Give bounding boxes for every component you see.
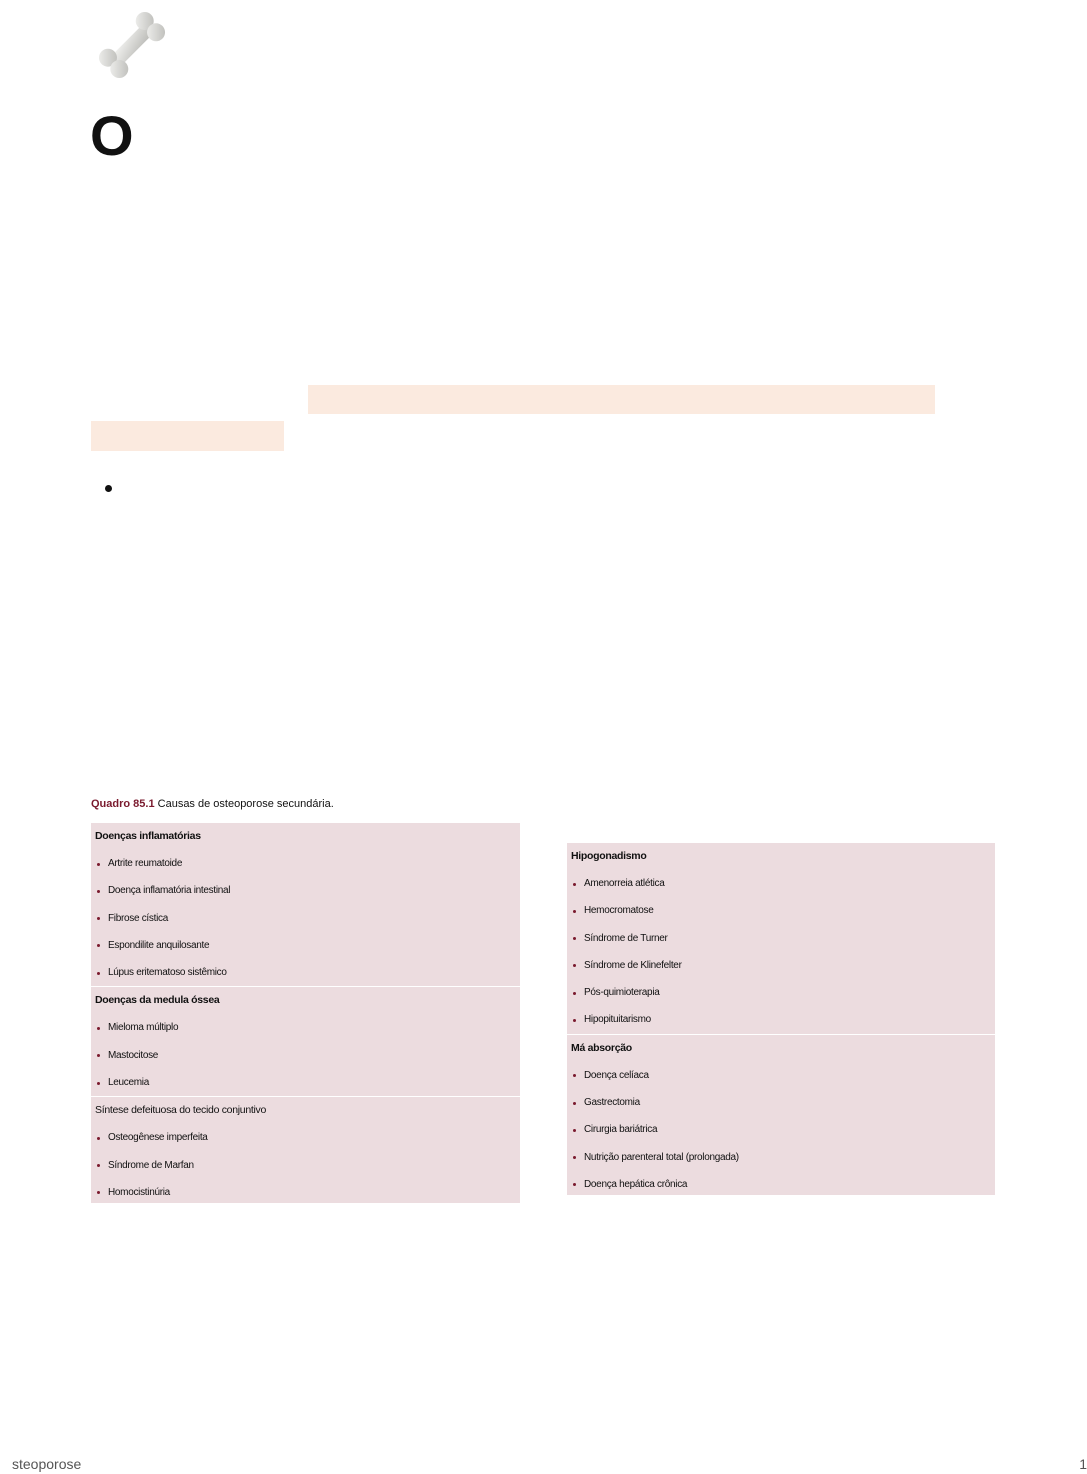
- table-group: [91, 987, 520, 1097]
- list-item: Osteogênese imperfeita: [91, 1124, 520, 1151]
- list-item: Amenorreia atlética: [567, 870, 995, 897]
- list-item: Síndrome de Klinefelter: [567, 952, 995, 979]
- list-item: Mastocitose: [91, 1042, 520, 1069]
- footer-page-number: 1: [1079, 1456, 1087, 1472]
- list-item: Gastrectomia: [567, 1089, 995, 1116]
- list-item: Hipopituitarismo: [567, 1006, 995, 1033]
- list-item: Fibrose cística: [91, 905, 520, 932]
- group-header: Doenças inflamatórias: [95, 830, 201, 842]
- list-item: Pós-quimioterapia: [567, 979, 995, 1006]
- highlighted-line: [91, 421, 284, 451]
- table-group: [567, 1035, 995, 1198]
- list-item: Hemocromatose: [567, 897, 995, 924]
- group-header: Hipogonadismo: [571, 850, 647, 862]
- list-item: Nutrição parenteral total (prolongada): [567, 1144, 995, 1171]
- list-item: Espondilite anquilosante: [91, 932, 520, 959]
- list-item: Mieloma múltiplo: [91, 1014, 520, 1041]
- table-group: [567, 843, 995, 1035]
- table-group: [91, 823, 520, 987]
- figure-caption: [91, 797, 334, 811]
- list-item: Doença inflamatória intestinal: [91, 877, 520, 904]
- list-item: Síndrome de Marfan: [91, 1152, 520, 1179]
- group-header: Doenças da medula óssea: [95, 994, 220, 1007]
- list-item: Artrite reumatoide: [91, 850, 520, 877]
- list-item: Leucemia: [91, 1069, 520, 1096]
- causes-table-right: [567, 843, 995, 1195]
- list-item: Homocistinúria: [91, 1179, 520, 1206]
- list-bullet: [105, 485, 112, 492]
- list-item: Lúpus eritematoso sistêmico: [91, 959, 520, 986]
- causes-table-left: [91, 823, 520, 1203]
- list-item: Cirurgia bariátrica: [567, 1116, 995, 1143]
- highlighted-line: [308, 385, 935, 414]
- caption-text: Causas de osteoporose secundária.: [154, 798, 334, 810]
- group-header: Má absorção: [571, 1041, 632, 1054]
- table-group: [91, 1097, 520, 1206]
- bone-icon: [90, 2, 174, 88]
- list-item: Síndrome de Turner: [567, 925, 995, 952]
- footer-page-title: steoporose: [12, 1456, 82, 1472]
- group-header: Síntese defeituosa do tecido conjuntivo: [95, 1104, 267, 1117]
- page-title: O: [90, 104, 134, 167]
- list-item: Doença hepática crônica: [567, 1171, 995, 1198]
- caption-number: Quadro 85.1: [91, 798, 155, 810]
- list-item: Doença celíaca: [567, 1062, 995, 1089]
